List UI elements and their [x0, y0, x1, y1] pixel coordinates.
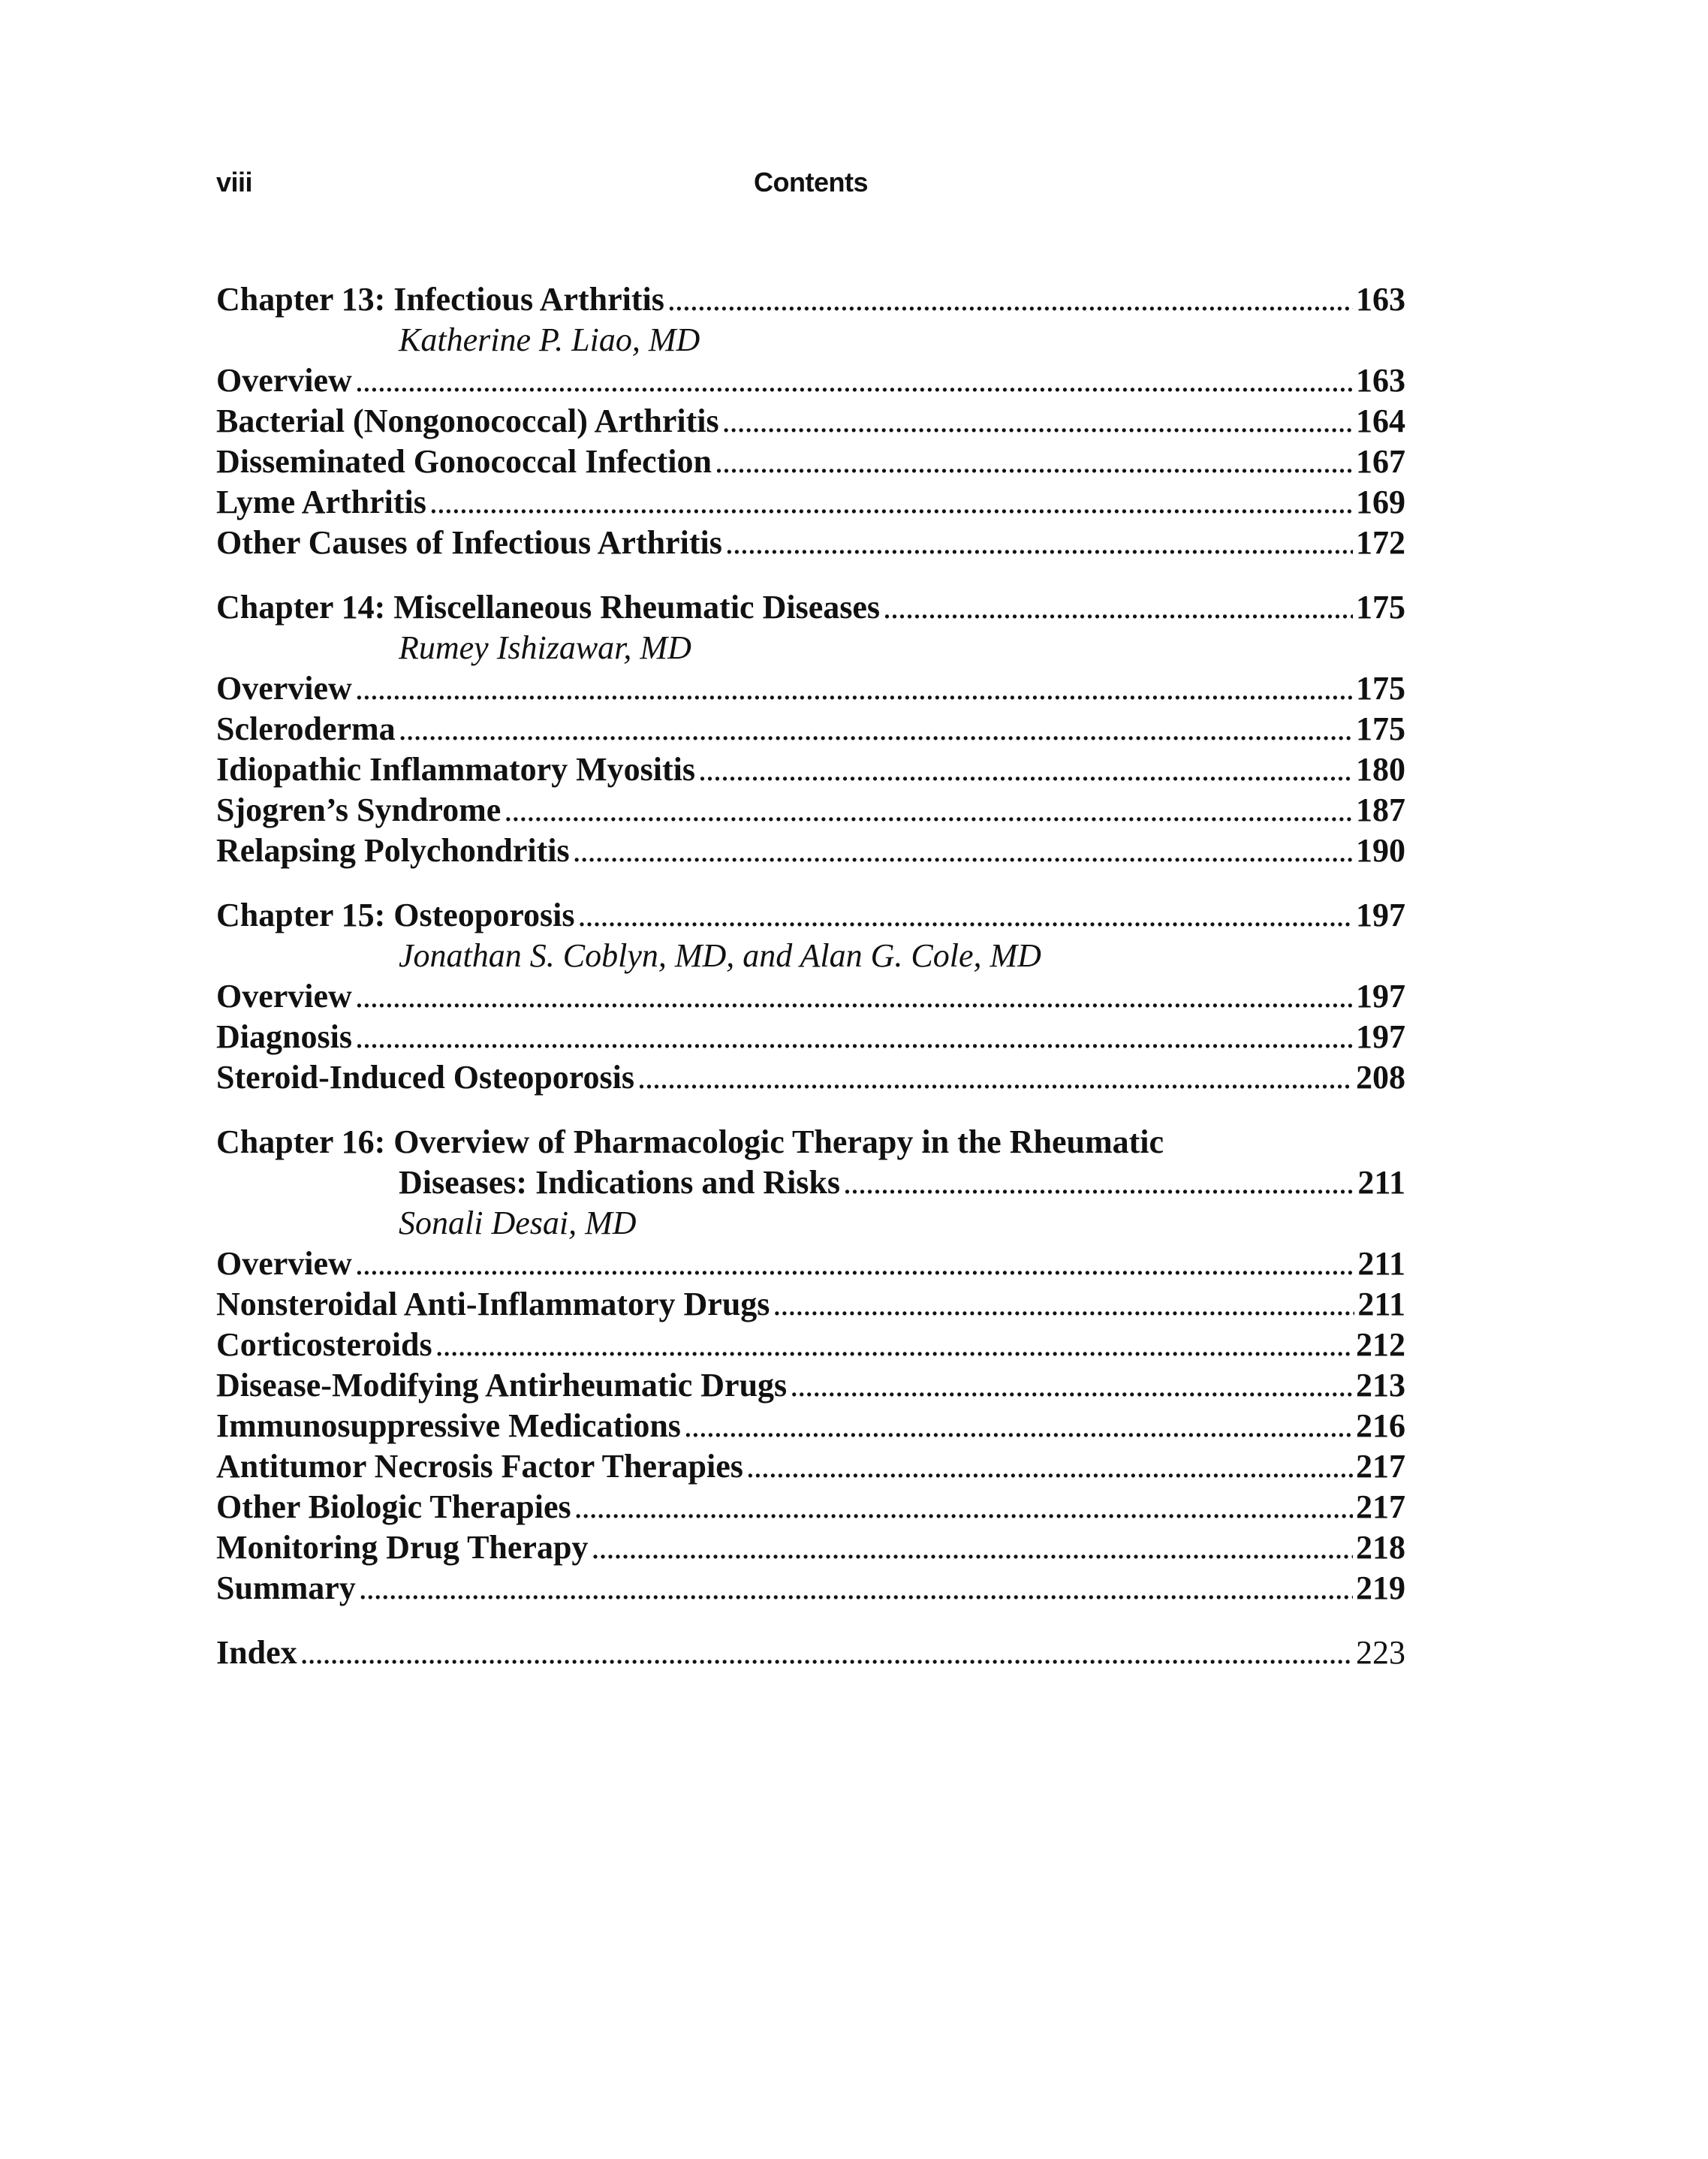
- toc-entry[interactable]: Other Biologic Therapies . . . 217: [216, 1487, 1405, 1527]
- table-of-contents: [216, 279, 1405, 1697]
- page-number: 197: [1356, 897, 1405, 933]
- chapter-label: Chapter 15:: [216, 897, 386, 933]
- index-title: Index: [216, 1634, 297, 1671]
- chapter-15: [216, 895, 1405, 1098]
- chapter-heading[interactable]: [216, 279, 1405, 320]
- chapter-title-line2: Diseases: Indications and Risks: [399, 1164, 841, 1201]
- chapter-title: Infectious Arthritis: [393, 281, 664, 318]
- toc-entry[interactable]: Bacterial (Nongonococcal) Arthritis . . . 164: [216, 401, 1405, 442]
- chapter-label: Chapter 13:: [216, 281, 386, 318]
- page-number: 223: [1356, 1634, 1405, 1671]
- dot-leader: [843, 1162, 1354, 1203]
- chapter-title: Osteoporosis: [393, 897, 575, 933]
- toc-entry[interactable]: Nonsteroidal Anti-Inflammatory Drugs . . . 211: [216, 1284, 1405, 1325]
- toc-entry[interactable]: Overview . . . 197: [216, 976, 1405, 1017]
- page-number: 163: [1356, 281, 1405, 318]
- index-section: [216, 1633, 1405, 1673]
- chapter-title: Miscellaneous Rheumatic Diseases: [393, 589, 881, 626]
- chapter-author: Sonali Desai, MD: [399, 1205, 637, 1241]
- toc-entry[interactable]: Steroid-Induced Osteoporosis . . . 208: [216, 1057, 1405, 1098]
- chapter-heading[interactable]: [216, 895, 1405, 936]
- chapter-author: Jonathan S. Coblyn, MD, and Alan G. Cole, MD: [399, 937, 1041, 974]
- chapter-heading-line2[interactable]: [216, 1162, 1405, 1203]
- chapter-title-line1: Overview of Pharmacologic Therapy in the Rheumatic: [393, 1123, 1164, 1160]
- page-number: 175: [1356, 589, 1405, 626]
- dot-leader: [578, 895, 1353, 936]
- toc-entry[interactable]: Lyme Arthritis . . . 169: [216, 482, 1405, 523]
- dot-leader: [667, 279, 1353, 320]
- chapter-author: Katherine P. Liao, MD: [399, 321, 700, 358]
- running-head-title: Contents: [754, 167, 868, 198]
- toc-entry[interactable]: Summary . . . 219: [216, 1568, 1405, 1609]
- dot-leader: [883, 587, 1353, 628]
- toc-entry[interactable]: Disease-Modifying Antirheumatic Drugs . . . 213: [216, 1365, 1405, 1406]
- toc-entry[interactable]: Relapsing Polychondritis . . . 190: [216, 831, 1405, 871]
- chapter-label: Chapter 14:: [216, 589, 386, 626]
- chapter-16: [216, 1122, 1405, 1609]
- chapter-heading-line1[interactable]: [216, 1122, 1405, 1162]
- toc-entry[interactable]: Idiopathic Inflammatory Myositis . . . 180: [216, 749, 1405, 790]
- page-number: 211: [1357, 1164, 1405, 1201]
- toc-entry[interactable]: Sjogren’s Syndrome . . . 187: [216, 790, 1405, 831]
- toc-entry[interactable]: Scleroderma . . . 175: [216, 709, 1405, 749]
- toc-entry[interactable]: Monitoring Drug Therapy . . . 218: [216, 1527, 1405, 1568]
- toc-entry[interactable]: Diagnosis . . . 197: [216, 1017, 1405, 1057]
- chapter-author: Rumey Ishizawar, MD: [399, 629, 691, 666]
- chapter-label: Chapter 16:: [216, 1123, 386, 1160]
- toc-entry[interactable]: Overview . . . 163: [216, 360, 1405, 401]
- toc-entry[interactable]: Overview . . . 211: [216, 1244, 1405, 1284]
- index-entry[interactable]: [216, 1633, 1405, 1673]
- dot-leader: [300, 1633, 1353, 1673]
- toc-entry[interactable]: Corticosteroids . . . 212: [216, 1325, 1405, 1365]
- chapter-14: [216, 587, 1405, 871]
- running-head: [216, 167, 1405, 204]
- toc-entry[interactable]: Overview . . . 175: [216, 668, 1405, 709]
- toc-entry[interactable]: Other Causes of Infectious Arthritis . . . 172: [216, 523, 1405, 563]
- toc-entry[interactable]: Immunosuppressive Medications . . . 216: [216, 1406, 1405, 1446]
- toc-entry[interactable]: Disseminated Gonococcal Infection . . . 167: [216, 442, 1405, 482]
- toc-entry[interactable]: Antitumor Necrosis Factor Therapies . . . 217: [216, 1446, 1405, 1487]
- chapter-heading[interactable]: [216, 587, 1405, 628]
- page-folio: viii: [216, 167, 253, 198]
- chapter-13: [216, 279, 1405, 563]
